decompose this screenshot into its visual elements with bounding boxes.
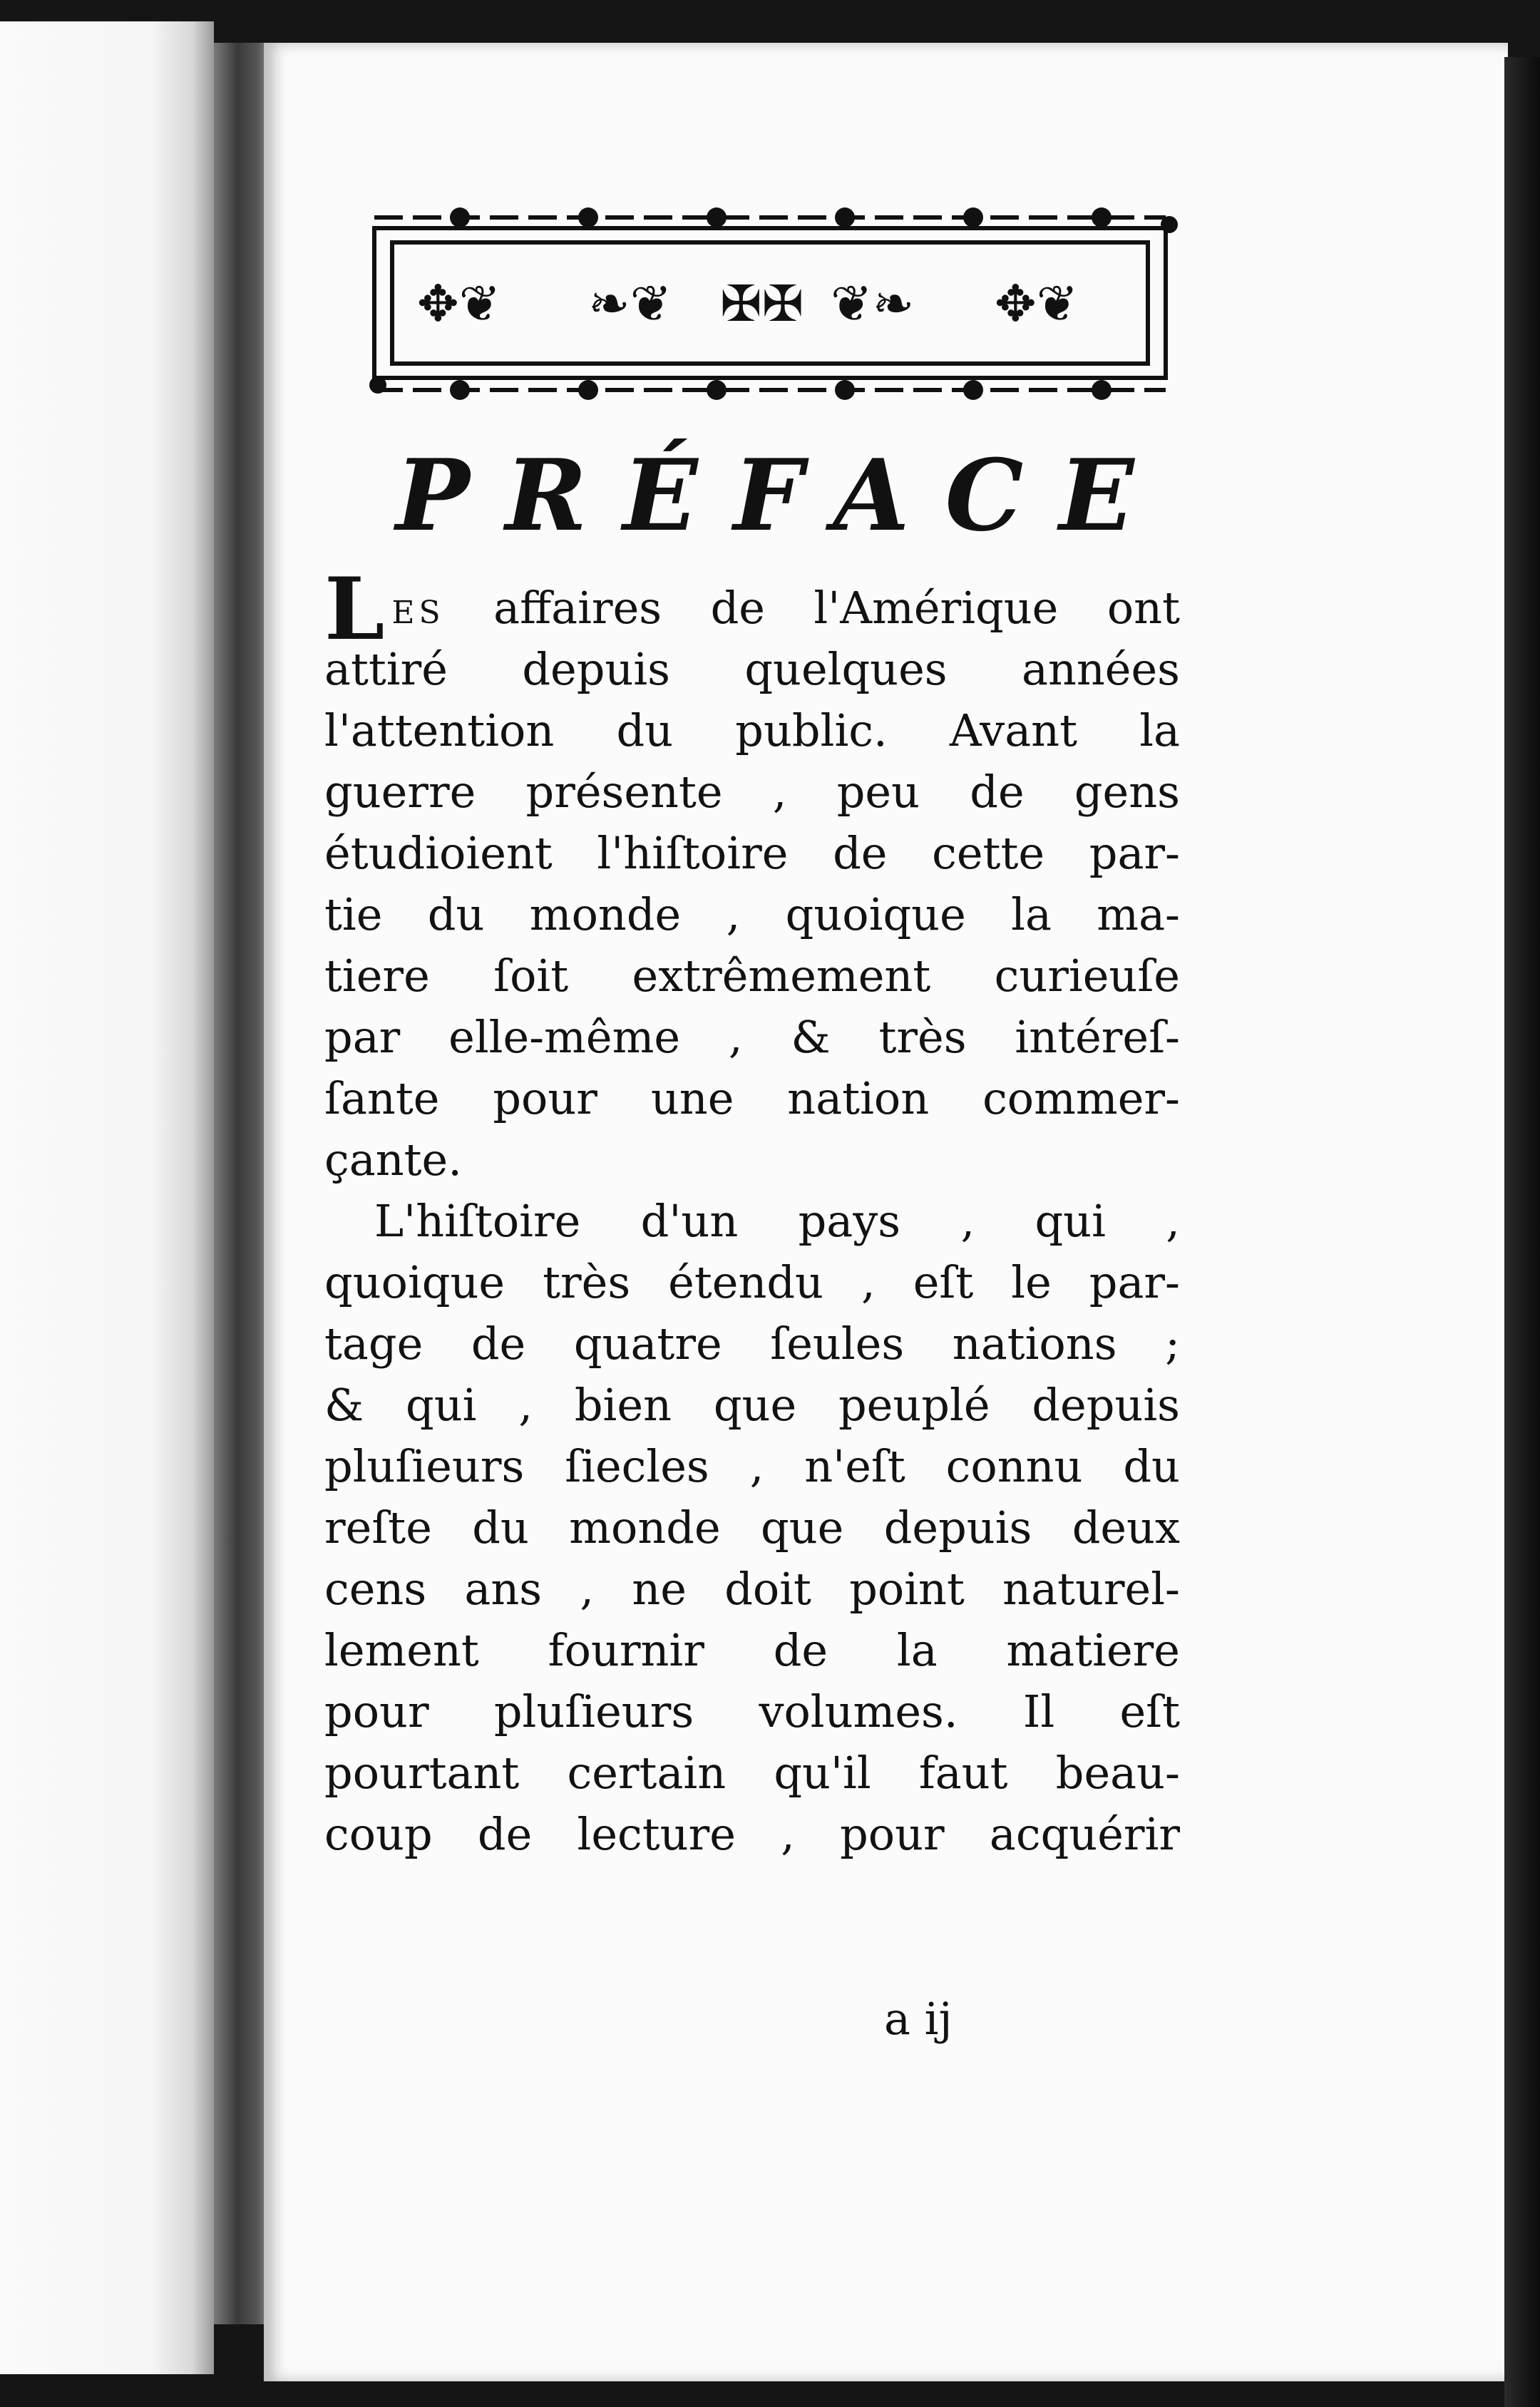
small-caps: ES xyxy=(391,595,445,631)
svg-text:✠✠: ✠✠ xyxy=(720,274,804,333)
text-line: pourtant certain qu'il faut beau- xyxy=(324,1747,1180,1799)
svg-text:✥❦: ✥❦ xyxy=(417,274,501,333)
text-line: tie du monde , quoique la ma- xyxy=(324,888,1180,940)
svg-text:❦❧: ❦❧ xyxy=(831,274,915,333)
text-line: & qui , bien que peuplé depuis xyxy=(324,1379,1180,1431)
svg-text:❧❦: ❧❦ xyxy=(588,274,672,333)
text-line: pluſieurs ſiecles , n'eſt connu du xyxy=(324,1440,1180,1492)
text-line: quoique très étendu , eſt le par- xyxy=(324,1256,1180,1308)
text-line: ſante pour une nation commer- xyxy=(324,1072,1180,1124)
text-line: attiré depuis quelques années xyxy=(324,643,1180,695)
text-line: étudioient l'hiſtoire de cette par- xyxy=(324,827,1180,879)
body-text xyxy=(324,559,1180,1865)
text-line: guerre présente , peu de gens xyxy=(324,766,1180,818)
svg-text:✥❦: ✥❦ xyxy=(995,274,1079,333)
text-line: tage de quatre ſeules nations ; xyxy=(324,1318,1180,1370)
signature-mark: a ij xyxy=(884,1993,953,2045)
text-line: pour pluſieurs volumes. Il eſt xyxy=(324,1685,1180,1738)
left-page-edge xyxy=(0,21,214,2374)
text-line: lement fournir de la matiere xyxy=(324,1624,1180,1676)
text-line: par elle-même , & très intéreſ- xyxy=(324,1011,1180,1063)
text-line: L'hiſtoire d'un pays , qui , xyxy=(374,1195,1180,1247)
ornamental-headpiece xyxy=(360,203,1187,410)
page-edge-shadow xyxy=(1504,57,1540,2407)
text-line: cens ans , ne doit point naturel- xyxy=(324,1563,1180,1615)
text-line: çante. xyxy=(324,1134,462,1186)
text-line: coup de lecture , pour acquérir xyxy=(324,1808,1180,1860)
text-line: tiere ſoit extrêmement curieuſe xyxy=(324,950,1180,1002)
drop-cap: L xyxy=(324,559,385,660)
text-line: l'attention du public. Avant la xyxy=(324,704,1180,756)
page-title: PRÉFACE xyxy=(396,437,1170,553)
text-line: LES affaires de l'Amérique ont xyxy=(324,559,1180,660)
text-line: reſte du monde que depuis deux xyxy=(324,1502,1180,1554)
